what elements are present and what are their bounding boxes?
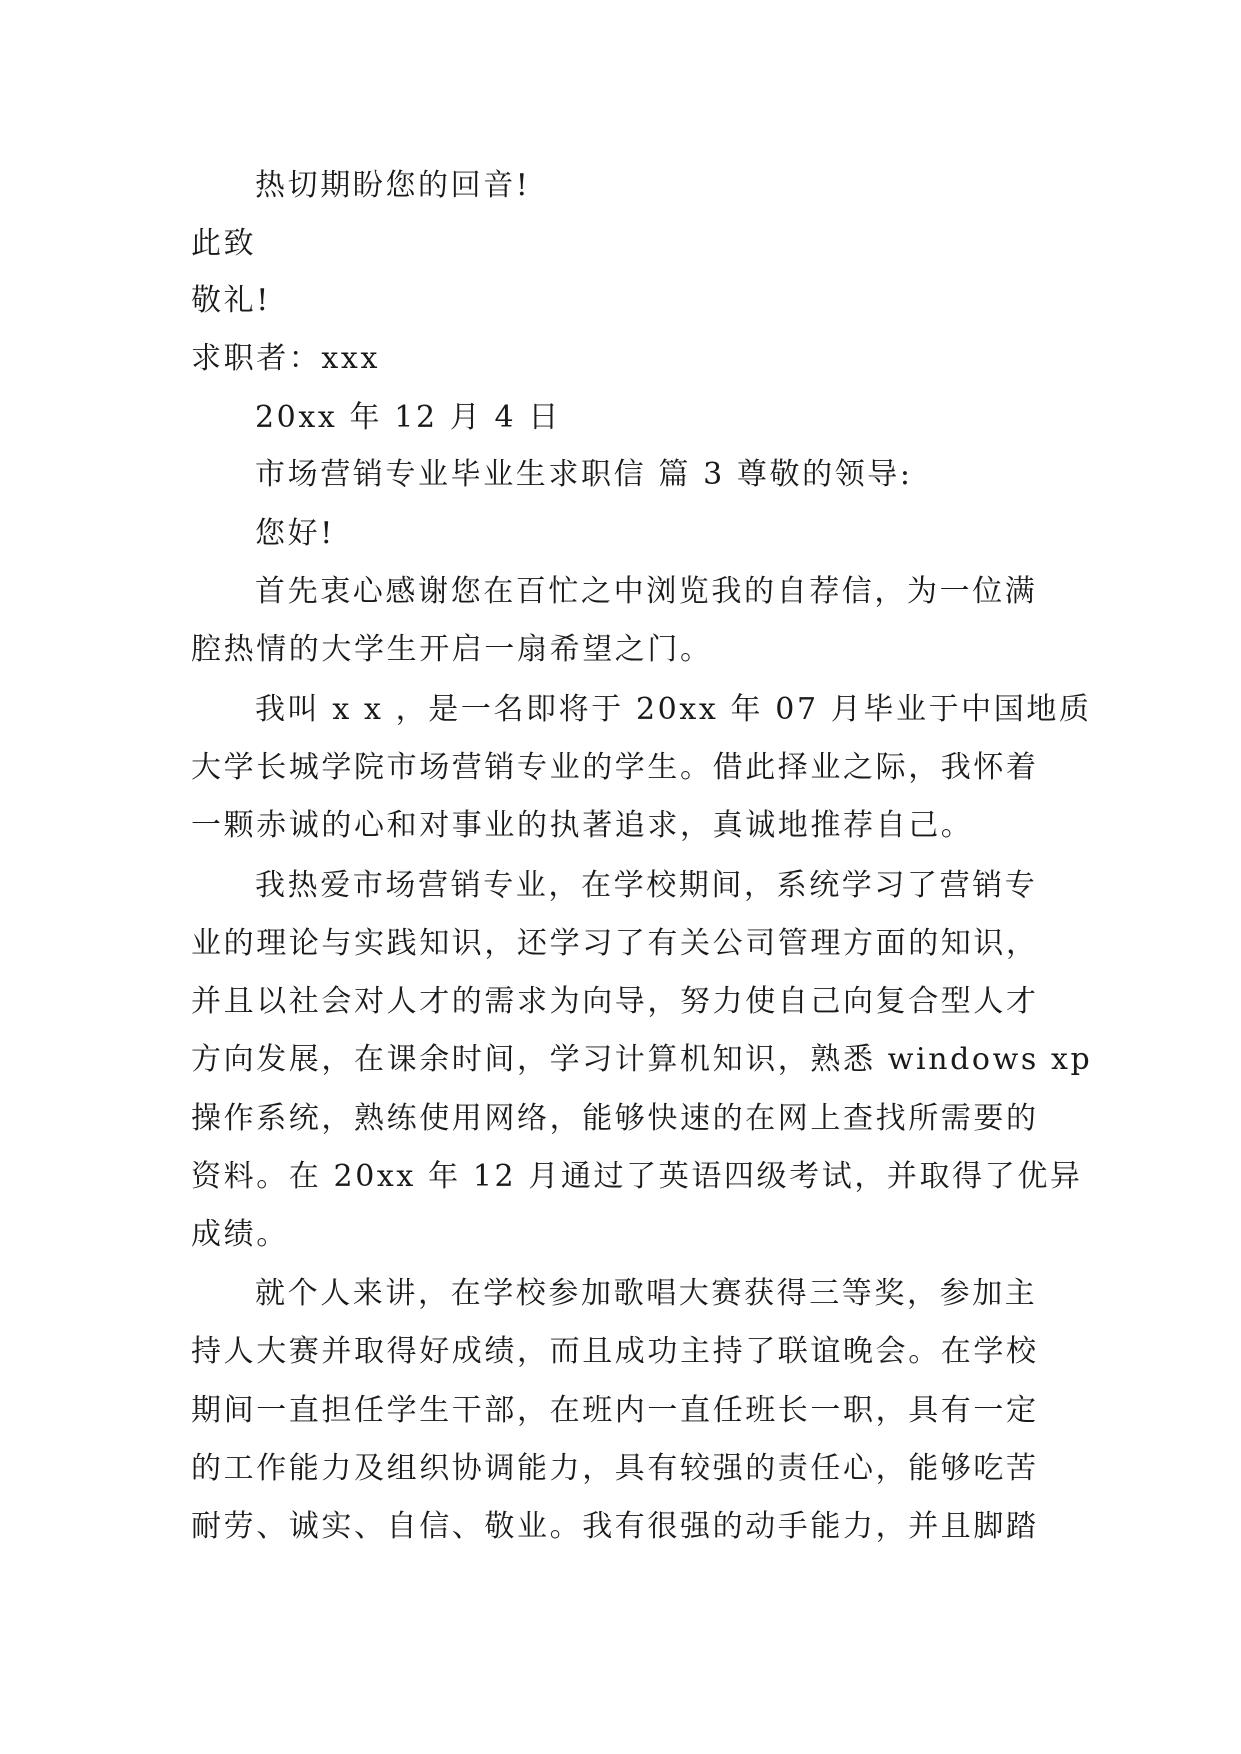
paragraph-line: 并且以社会对人才的需求为向导，努力使自己向复合型人才 — [191, 984, 1039, 1019]
paragraph-line: 的工作能力及组织协调能力，具有较强的责任心，能够吃苦 — [191, 1451, 1039, 1486]
paragraph-line: 一颗赤诚的心和对事业的执著追求，真诚地推荐自己。 — [191, 808, 974, 843]
paragraph-line: 业的理论与实践知识，还学习了有关公司管理方面的知识， — [191, 926, 1039, 961]
salutation-line: 敬礼! — [191, 283, 271, 318]
paragraph-line: 操作系统，熟练使用网络，能够快速的在网上查找所需要的 — [191, 1101, 1039, 1136]
paragraph-line: 资料。在 20xx 年 12 月通过了英语四级考试，并取得了优异 — [191, 1159, 1083, 1194]
paragraph-line: 就个人来讲，在学校参加歌唱大赛获得三等奖，参加主 — [255, 1276, 1038, 1311]
paragraph-line: 耐劳、诚实、自信、敬业。我有很强的动手能力，并且脚踏 — [191, 1509, 1039, 1544]
paragraph-line: 期间一直担任学生干部，在班内一直任班长一职，具有一定 — [191, 1393, 1039, 1428]
paragraph-line: 成绩。 — [191, 1217, 289, 1252]
paragraph-line: 我热爱市场营销专业，在学校期间，系统学习了营销专 — [255, 868, 1038, 903]
paragraph-line: 大学长城学院市场营销专业的学生。借此择业之际，我怀着 — [191, 750, 1039, 785]
paragraph-line: 首先衷心感谢您在百忙之中浏览我的自荐信，为一位满 — [255, 574, 1038, 609]
paragraph-line: 持人大赛并取得好成绩，而且成功主持了联谊晚会。在学校 — [191, 1334, 1039, 1369]
paragraph-line: 腔热情的大学生开启一扇希望之门。 — [191, 632, 713, 667]
salutation-line: 此致 — [191, 226, 257, 261]
signature-line: 求职者：xxx — [191, 341, 380, 376]
closing-line: 热切期盼您的回音! — [255, 168, 531, 203]
paragraph-line: 我叫 x x ，是一名即将于 20xx 年 07 月毕业于中国地质 — [255, 692, 1092, 727]
section-heading: 市场营销专业毕业生求职信 篇 3 尊敬的领导: — [255, 457, 913, 492]
paragraph-line: 方向发展，在课余时间，学习计算机知识，熟悉 windows xp — [191, 1042, 1093, 1077]
greeting-line: 您好! — [255, 516, 335, 551]
date-line: 20xx 年 12 月 4 日 — [255, 400, 561, 435]
